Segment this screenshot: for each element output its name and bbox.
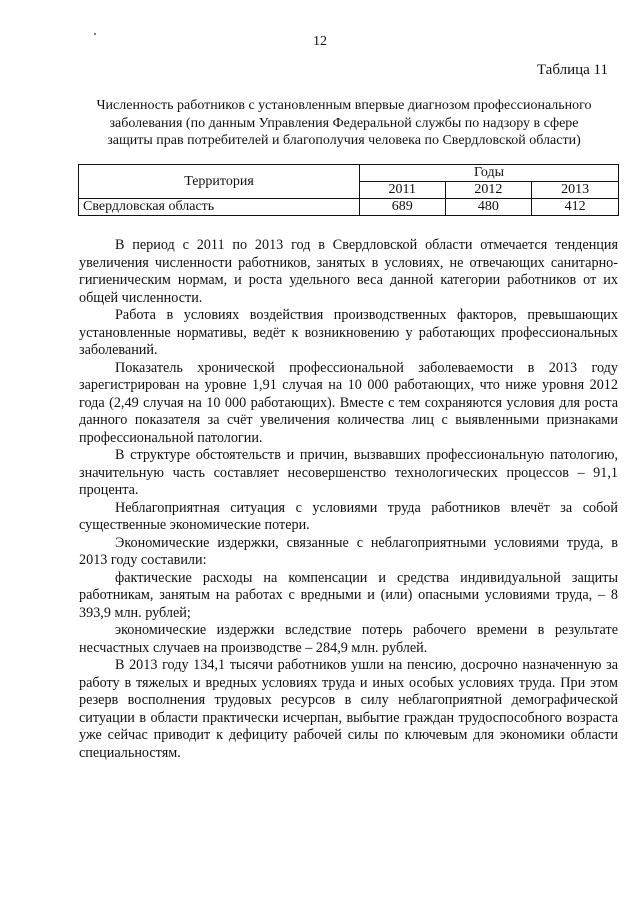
table-row bbox=[79, 199, 619, 216]
page-number: 12 bbox=[313, 34, 327, 49]
value-cell: 412 bbox=[532, 199, 619, 216]
paragraph: В период с 2011 по 2013 год в Свердловской области отмечается тенденция увеличения численности работников, занятых в условиях, не отвечающих санитарно-гигиеническим нормам, и роста удельного веса данной категории работников от их общей численности. bbox=[79, 237, 618, 306]
paragraph: В 2013 году 134,1 тысячи работников ушли на пенсию, досрочно назначенную за работу в тяжелых и вредных условиях труда и иных особых условиях труда. При этом резерв восполнения трудовых ресурсов в силу неблагоприятной демографической ситуации в области практически исчерпан, выбытие граждан трудоспособного возраста уже сейчас приводит к дефициту рабочей силы по ключевым для экономики области специальностям. bbox=[79, 657, 618, 761]
table-label: Таблица 11 bbox=[536, 62, 608, 78]
value-cell: 480 bbox=[445, 199, 532, 216]
territory-cell: Свердловская область bbox=[79, 199, 360, 216]
territory-header: Территория bbox=[79, 165, 360, 199]
table-title-line: заболевания (по данным Управления Федеральной службы по надзору в сфере bbox=[109, 115, 579, 131]
paragraph: Показатель хронической профессиональной заболеваемости в 2013 году зарегистрирован на уровне 1,91 случая на 10 000 работающих, что ниже уровня 2012 года (2,49 случая на 10 000 работающих). Вместе с тем сохраняются условия для роста данного показателя за счёт увеличения количества лиц с выявленными признаками профессиональной патологии. bbox=[79, 359, 618, 446]
table-title bbox=[70, 97, 618, 150]
years-header: Годы bbox=[360, 165, 619, 182]
value-cell: 689 bbox=[360, 199, 446, 216]
year-header-2013: 2013 bbox=[532, 182, 619, 199]
year-header-2011: 2011 bbox=[360, 182, 446, 199]
paragraph: экономические издержки вследствие потерь рабочего времени в результате несчастных случаев на производстве – 284,9 млн. рублей. bbox=[79, 622, 618, 656]
paragraph: Неблагоприятная ситуация с условиями труда работников влечёт за собой существенные экономические потери. bbox=[79, 499, 618, 533]
paragraph: Работа в условиях воздействия производственных факторов, превышающих установленные нормативы, ведёт к возникновению у работающих профессиональных заболеваний. bbox=[79, 307, 618, 358]
paragraph: Экономические издержки, связанные с неблагоприятными условиями труда, в 2013 году составили: bbox=[79, 534, 618, 568]
paragraph: фактические расходы на компенсации и средства индивидуальной защиты работникам, занятым на работах с вредными и (или) опасными условиями труда, – 8 393,9 млн. рублей; bbox=[79, 569, 618, 621]
data-table bbox=[78, 164, 619, 216]
table-header-row bbox=[79, 165, 619, 182]
table-title-line: защиты прав потребителей и благополучия человека по Свердловской области) bbox=[107, 133, 581, 148]
year-header-2012: 2012 bbox=[445, 182, 532, 199]
paragraph: В структуре обстоятельств и причин, вызвавших профессиональную патологию, значительную часть составляет несовершенство технологических процессов – 91,1 процента. bbox=[79, 447, 618, 498]
table-title-line: Численность работников с установленным впервые диагнозом профессионального bbox=[96, 98, 592, 113]
body-text bbox=[79, 237, 618, 762]
